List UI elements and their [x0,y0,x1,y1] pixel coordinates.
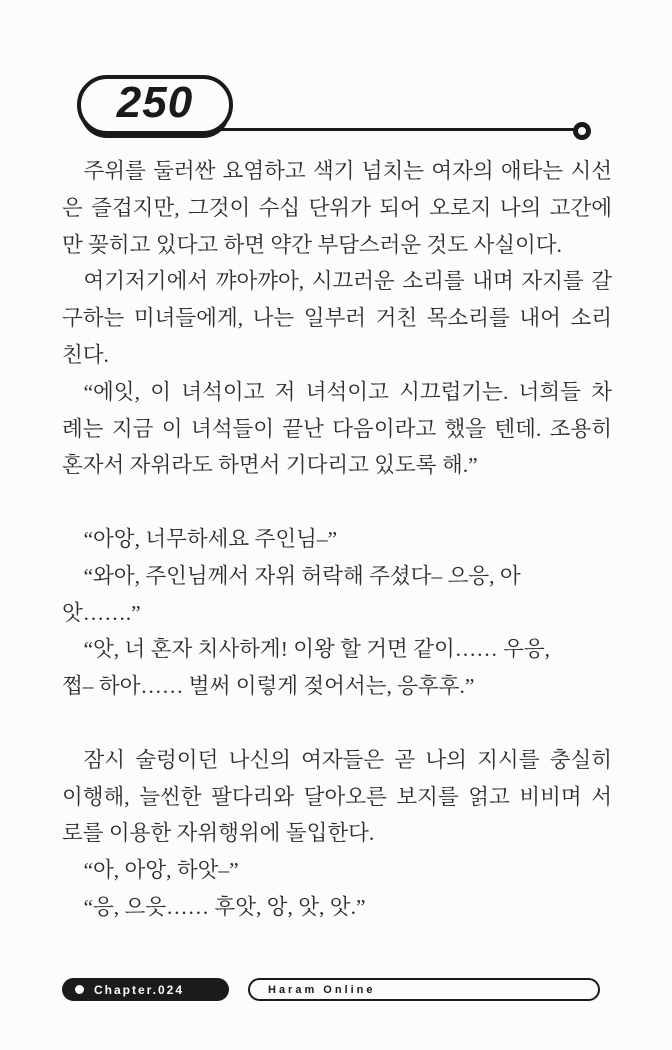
text-line: 친다. [62,342,109,367]
page-footer [62,978,600,1001]
page-body-text [62,153,612,926]
chapter-label: Chapter.024 [94,982,185,997]
book-title-label: Haram Online [268,983,376,996]
chapter-pill [62,978,229,1001]
text-line: 주위를 둘러싼 요염하고 색기 넘치는 여자의 애타는 시선 [83,159,612,183]
chapter-bullet-icon [75,985,84,994]
text-line: 은 즐겁지만, 그것이 수십 단위가 되어 오로지 나의 고간에 [62,195,612,220]
text-line: 쩝– 하아…… 벌써 이렇게 젖어서는, 응후후.” [62,674,475,699]
text-line: “응, 으읏…… 후앗, 앙, 앗, 앗.” [83,894,366,919]
text-line: “와아, 주인님께서 자위 허락해 주셨다– 으응, 아 [83,563,521,588]
text-line: 앗…….” [62,600,141,625]
text-line: “앗, 너 혼자 치사하게! 이왕 할 거면 같이…… 우응, [83,637,551,662]
text-line: 혼자서 자위라도 하면서 기다리고 있도록 해.” [62,453,478,478]
page-number-badge [77,75,233,135]
text-line: 이행해, 늘씬한 팔다리와 달아오른 보지를 얽고 비비며 서 [62,784,612,809]
page-number: 250 [116,78,194,127]
text-line: “에잇, 이 녀석이고 저 녀석이고 시끄럽기는. 너희들 차 [83,379,612,404]
text-line: 로를 이용한 자위행위에 돌입한다. [62,821,375,846]
book-title-pill [248,978,600,1001]
text-line: 례는 지금 이 녀석들이 끝난 다음이라고 했을 텐데. 조용히 [62,416,612,441]
text-line: “아앙, 너무하세요 주인님–” [83,526,338,551]
text-line: 만 꽂히고 있다고 하면 약간 부담스러운 것도 사실이다. [62,232,562,257]
header-rule-end-ring-icon [573,122,591,140]
text-line: “아, 아앙, 하앗–” [83,858,239,883]
text-line: 여기저기에서 꺄아꺄아, 시끄러운 소리를 내며 자지를 갈 [83,269,612,294]
text-line: 잠시 술렁이던 나신의 여자들은 곧 나의 지시를 충실히 [83,747,612,772]
text-line: 구하는 미녀들에게, 나는 일부러 거친 목소리를 내어 소리 [62,306,612,331]
